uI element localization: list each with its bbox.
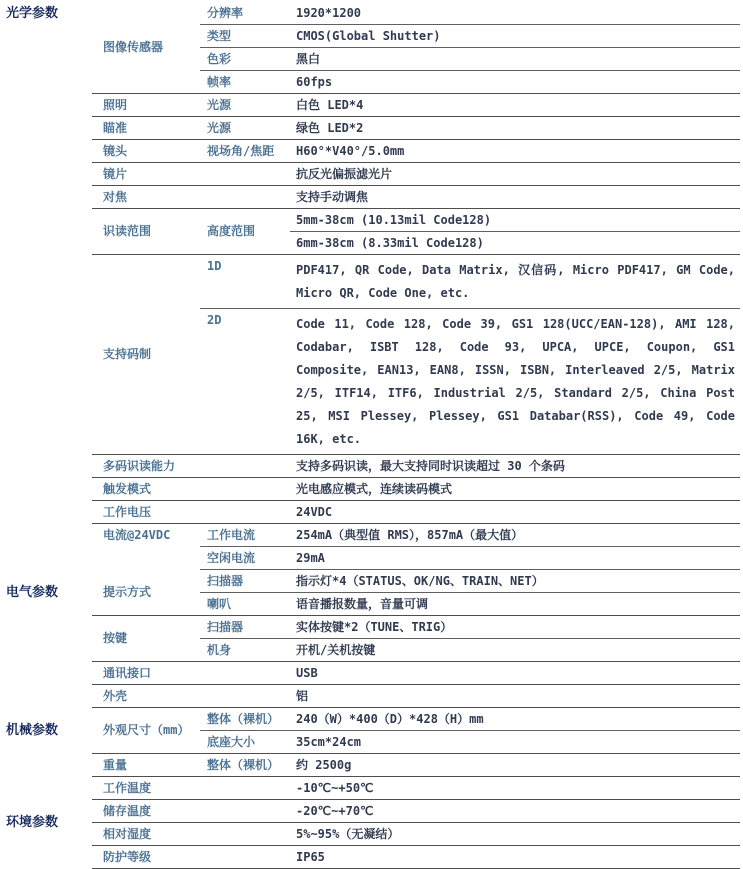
table-row <box>3 455 740 478</box>
subparam-cell: 扫描器 <box>200 570 290 593</box>
value-cell: 5mm-38cm (10.13mil Code128) <box>290 209 740 232</box>
subparam-cell: 底座大小 <box>200 731 290 754</box>
table-row <box>3 209 740 232</box>
value-cell: -20℃~+70℃ <box>290 800 740 823</box>
value-cell: 白色 LED*4 <box>290 94 740 117</box>
subparam-cell: 高度范围 <box>200 209 290 255</box>
param-cell: 储存温度 <box>92 800 290 823</box>
subparam-cell: 光源 <box>200 117 290 140</box>
table-row <box>3 777 740 800</box>
category-cell: 机械参数 <box>6 723 59 738</box>
category-cell: 电气参数 <box>6 585 59 600</box>
subparam-cell: 1D <box>200 255 290 309</box>
value-cell: 60fps <box>290 71 740 94</box>
value-cell: Code 11, Code 128, Code 39, GS1 128(UCC/EAN-128), AMI 128, Codabar, ISBT 128, Code 93, UPCA, UPCE, Coupon, GS1 Composite, EAN13, EAN8, ISSN, ISBN, Interleaved 2/5, Matrix 2/5, ITF14, ITF6, Industrial 2/5, Standard 2/5, China Post 25, MSI Plessey, Plessey, GS1 Databar(RSS), Code 49, Code 16K, etc. <box>290 309 740 455</box>
subparam-cell: 整体（裸机） <box>200 754 290 777</box>
value-cell: 1920*1200 <box>296 5 362 20</box>
subparam-cell: 2D <box>200 309 290 455</box>
value-cell: 240（W）*400（D）*428（H）mm <box>290 708 740 731</box>
table-row <box>3 255 740 309</box>
value-cell: 5%~95%（无凝结） <box>290 823 740 846</box>
table-row <box>3 685 740 708</box>
param-cell: 提示方式 <box>103 584 152 599</box>
subparam-cell: 扫描器 <box>200 616 290 639</box>
value-cell: H60°*V40°/5.0mm <box>290 140 740 163</box>
table-row <box>3 846 740 869</box>
value-cell: 光电感应模式，连续读码模式 <box>290 478 740 501</box>
value-cell: 254mA（典型值 RMS），857mA（最大值） <box>290 524 740 547</box>
value-cell: 6mm-38cm (8.33mil Code128) <box>290 232 740 255</box>
param-cell: 图像传感器 <box>103 40 164 54</box>
value-cell: 铝 <box>290 685 740 708</box>
param-cell: 照明 <box>92 94 200 117</box>
value-cell: 开机/关机按键 <box>290 639 740 662</box>
param-cell: 对焦 <box>92 186 290 209</box>
subparam-cell: 视场角/焦距 <box>200 140 290 163</box>
table-row <box>3 117 740 140</box>
value-cell: PDF417, QR Code, Data Matrix, 汉信码, Micro PDF417, GM Code, Micro QR, Code One, etc. <box>290 255 740 309</box>
category-cell: 环境参数 <box>6 815 59 830</box>
value-cell: 语音播报数量，音量可调 <box>290 593 740 616</box>
param-cell: 工作温度 <box>92 777 290 800</box>
category-cell: 光学参数 <box>6 6 59 21</box>
spec-table-body <box>3 2 740 869</box>
param-cell: 触发模式 <box>92 478 290 501</box>
value-cell: 抗反光偏振滤光片 <box>290 163 740 186</box>
table-row <box>3 800 740 823</box>
subparam-cell: 空闲电流 <box>200 547 290 570</box>
param-cell: 镜头 <box>92 140 200 163</box>
param-cell: 电流@24VDC <box>92 524 200 570</box>
subparam-cell: 类型 <box>200 25 290 48</box>
subparam-cell: 分辨率 <box>207 5 244 20</box>
value-cell: 支持手动调焦 <box>290 186 740 209</box>
subparam-cell: 色彩 <box>200 48 290 71</box>
param-cell: 工作电压 <box>92 501 290 524</box>
param-cell: 支持码制 <box>92 255 200 455</box>
subparam-cell: 机身 <box>200 639 290 662</box>
table-row <box>3 754 740 777</box>
table-row <box>3 524 740 547</box>
param-cell: 相对湿度 <box>92 823 290 846</box>
param-cell: 重量 <box>92 754 200 777</box>
param-cell: 通讯接口 <box>92 662 290 685</box>
value-cell: 支持多码识读，最大支持同时识读超过 30 个条码 <box>290 455 740 478</box>
table-row <box>3 140 740 163</box>
param-cell: 镜片 <box>92 163 290 186</box>
spec-table <box>3 2 740 869</box>
param-cell: 按键 <box>92 616 200 662</box>
table-row <box>3 163 740 186</box>
value-cell: -10℃~+50℃ <box>290 777 740 800</box>
subparam-cell: 光源 <box>200 94 290 117</box>
table-row <box>3 94 740 117</box>
param-cell: 识读范围 <box>92 209 200 255</box>
param-cell: 防护等级 <box>92 846 290 869</box>
value-cell: USB <box>290 662 740 685</box>
table-row <box>3 616 740 639</box>
value-cell: 实体按键*2（TUNE、TRIG） <box>290 616 740 639</box>
table-row <box>3 478 740 501</box>
param-cell: 外观尺寸（mm） <box>92 708 200 754</box>
param-cell: 外壳 <box>92 685 290 708</box>
value-cell: 29mA <box>290 547 740 570</box>
value-cell: 约 2500g <box>290 754 740 777</box>
value-cell: CMOS(Global Shutter) <box>290 25 740 48</box>
subparam-cell: 喇叭 <box>200 593 290 616</box>
subparam-cell: 工作电流 <box>200 524 290 547</box>
value-cell: 35cm*24cm <box>290 731 740 754</box>
subparam-cell: 帧率 <box>200 71 290 94</box>
value-cell: 指示灯*4（STATUS、OK/NG、TRAIN、NET） <box>290 570 740 593</box>
table-row <box>3 662 740 685</box>
table-row <box>3 708 740 731</box>
table-row <box>3 570 740 593</box>
param-cell: 瞄准 <box>92 117 200 140</box>
table-row <box>3 501 740 524</box>
value-cell: 24VDC <box>290 501 740 524</box>
table-row <box>3 186 740 209</box>
table-row <box>3 823 740 846</box>
value-cell: IP65 <box>290 846 740 869</box>
param-cell: 多码识读能力 <box>92 455 290 478</box>
value-cell: 绿色 LED*2 <box>290 117 740 140</box>
subparam-cell: 整体（裸机） <box>200 708 290 731</box>
value-cell: 黑白 <box>290 48 740 71</box>
table-row <box>3 2 740 25</box>
